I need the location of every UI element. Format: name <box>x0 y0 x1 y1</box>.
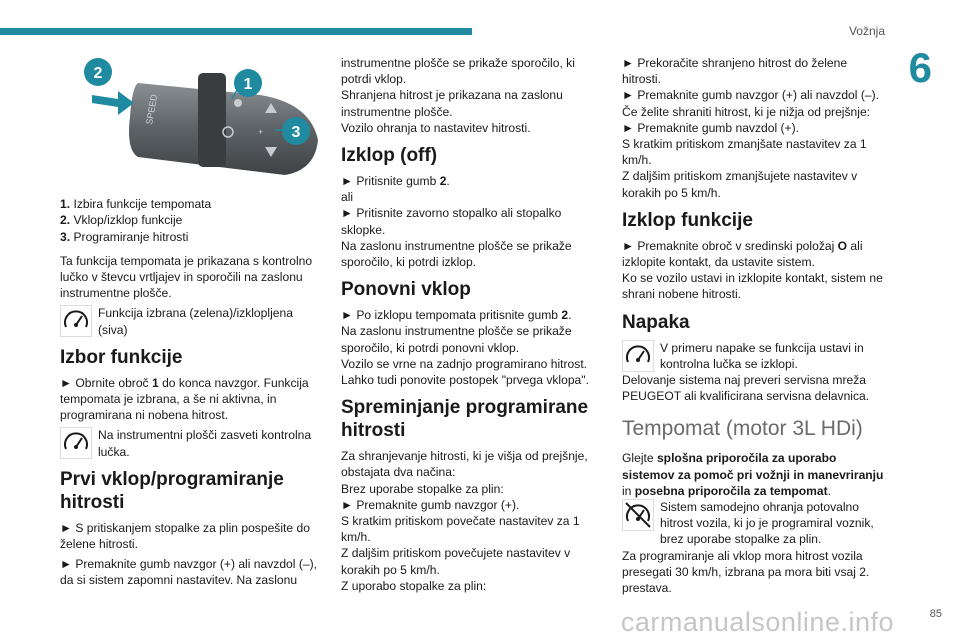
paragraph: ► Premaknite gumb navzgor (+) ali navzdol (–). <box>622 88 879 103</box>
paragraph: Lahko tudi ponovite postopek "prvega vklopa". <box>341 373 589 388</box>
paragraph: instrumentne plošče se prikaže sporočilo, ki potrdi vklop. <box>341 56 575 87</box>
paragraph: ► Premaknite gumb navzdol (+). <box>622 120 799 135</box>
paragraph: Ko se vozilo ustavi in izklopite kontakt, sistem ne shrani nobene hitrosti. <box>622 271 883 302</box>
paragraph: ali <box>341 190 354 205</box>
paragraph: Če želite shraniti hitrost, ki je nižja od prejšnje: <box>622 104 871 119</box>
heading-prvi-vklop: Prvi vklop/programiranje hitrosti <box>60 468 284 513</box>
column-2 <box>341 55 603 598</box>
header-accent-bar <box>0 28 472 35</box>
paragraph: ► Po izklopu tempomata pritisnite gumb 2. <box>341 308 572 323</box>
page-number: 85 <box>929 608 942 620</box>
svg-text:SPEED: SPEED <box>144 93 160 126</box>
paragraph: Na zaslonu instrumentne plošče se prikaže sporočilo, ki potrdi ponovni vklop. <box>341 324 572 355</box>
paragraph: Glejte splošna priporočila za uporabo sistemov za pomoč pri vožnji in manevriranju in posebna priporočila za tempomat. <box>622 451 884 498</box>
paragraph: ► Prekoračite shranjeno hitrost do želene hitrosti. <box>622 56 848 87</box>
intro-paragraph: Ta funkcija tempomata je prikazana s kontrolno lučko v števcu vrtljajev in sporočili na zaslonu instrumentne plošče. <box>60 253 313 301</box>
paragraph: ► Pritisnite zavorno stopalko ali stopalko sklopke. <box>341 206 562 237</box>
paragraph: Z daljšim pritiskom povečujete nastavitev v korakih po 5 km/h. <box>341 546 571 577</box>
icon-note: Na instrumentni plošči zasveti kontrolna lučka. <box>60 427 322 459</box>
list-item: 3. Programiranje hitrosti <box>60 229 189 244</box>
heading-izklop: Izklop (off) <box>341 145 438 167</box>
paragraph: S kratkim pritiskom zmanjšate nastavitev za 1 km/h. <box>622 137 867 168</box>
icon-note: Funkcija izbrana (zelena)/izklopljena (siva) <box>60 305 322 337</box>
list-item: 2. Vklop/izklop funkcije <box>60 213 183 228</box>
section-title: Vožnja <box>848 24 885 38</box>
paragraph: Vozilo ohranja to nastavitev hitrosti. <box>341 120 531 135</box>
svg-text:+: + <box>258 127 264 137</box>
watermark: carmanualsonline.info <box>620 607 894 637</box>
heading-izbor: Izbor funkcije <box>60 346 183 368</box>
icon-note: V primeru napake se funkcija ustavi in kontrolna lučka se izklopi. <box>622 340 888 372</box>
svg-text:3: 3 <box>291 124 301 141</box>
paragraph: ► Premaknite gumb navzgor (+). <box>341 497 520 512</box>
speed-limiter-icon <box>622 499 654 531</box>
icon-note: Sistem samodejno ohranja potovalno hitrost vozila, ki jo je programiral voznik, brez uporabe stopalke za plin. <box>622 499 888 548</box>
paragraph: Vozilo se vrne na zadnjo programirano hitrost. <box>341 356 588 371</box>
paragraph: Za shranjevanje hitrosti, ki je višja od prejšnje, obstajata dva načina: <box>341 449 588 480</box>
list-item: 1. Izbira funkcije tempomata <box>60 197 212 212</box>
svg-text:2: 2 <box>93 65 103 82</box>
cruise-control-warning-icon <box>60 427 92 459</box>
cruise-control-stalk-illustration <box>60 55 322 182</box>
heading-izklop-funkcije: Izklop funkcije <box>622 209 753 231</box>
paragraph: ► Obrnite obroč 1 do konca navzgor. Funkcija tempomata je izbrana, a še ni aktivna, in programirana ni nobena hitrost. <box>60 375 309 423</box>
numbered-list <box>60 196 322 245</box>
paragraph: Delovanje sistema naj preveri servisna mreža PEUGEOT ali kvalificirana servisna delavnica. <box>622 373 870 404</box>
chapter-number: 6 <box>908 44 932 91</box>
cruise-control-warning-icon <box>60 305 92 337</box>
column-3 <box>622 55 888 600</box>
paragraph: Z uporabo stopalke za plin: <box>341 578 487 593</box>
paragraph: ► Premaknite obroč v sredinski položaj O ali izklopite kontakt, da ustavite sistem. <box>622 238 863 270</box>
heading-spreminjanje: Spreminjanje programirane hitrosti <box>341 397 589 442</box>
svg-text:1: 1 <box>243 76 253 93</box>
arrow-icon <box>92 91 134 115</box>
paragraph: ► S pritiskanjem stopalke za plin pospešite do želene hitrosti. <box>60 520 310 552</box>
paragraph: ► Premaknite gumb navzgor (+) ali navzdol (–), da si sistem zapomni nastavitev. Na zaslonu <box>60 557 317 588</box>
heading-ponovni-vklop: Ponovni vklop <box>341 279 471 301</box>
paragraph: Na zaslonu instrumentne plošče se prikaže sporočilo, ki potrdi izklop. <box>341 238 572 270</box>
paragraph: Z daljšim pritiskom zmanjšujete nastavitev v korakih po 5 km/h. <box>622 169 858 200</box>
column-1 <box>60 55 322 593</box>
cruise-control-warning-icon <box>622 340 654 372</box>
paragraph: S kratkim pritiskom povečate nastavitev za 1 km/h. <box>341 514 580 545</box>
heading-napaka: Napaka <box>622 311 690 333</box>
paragraph: ► Pritisnite gumb 2. <box>341 174 450 189</box>
paragraph: Brez uporabe stopalke za plin: <box>341 481 504 496</box>
callout-2 <box>84 58 112 86</box>
paragraph: Za programiranje ali vklop mora hitrost vozila presegati 30 km/h, izbrana pa mora biti vsaj 2. prestava. <box>622 548 870 596</box>
paragraph: Shranjena hitrost je prikazana na zaslonu instrumentne plošče. <box>341 88 563 119</box>
section-heading-tempomat: Tempomat (motor 3L HDi) <box>622 417 863 441</box>
